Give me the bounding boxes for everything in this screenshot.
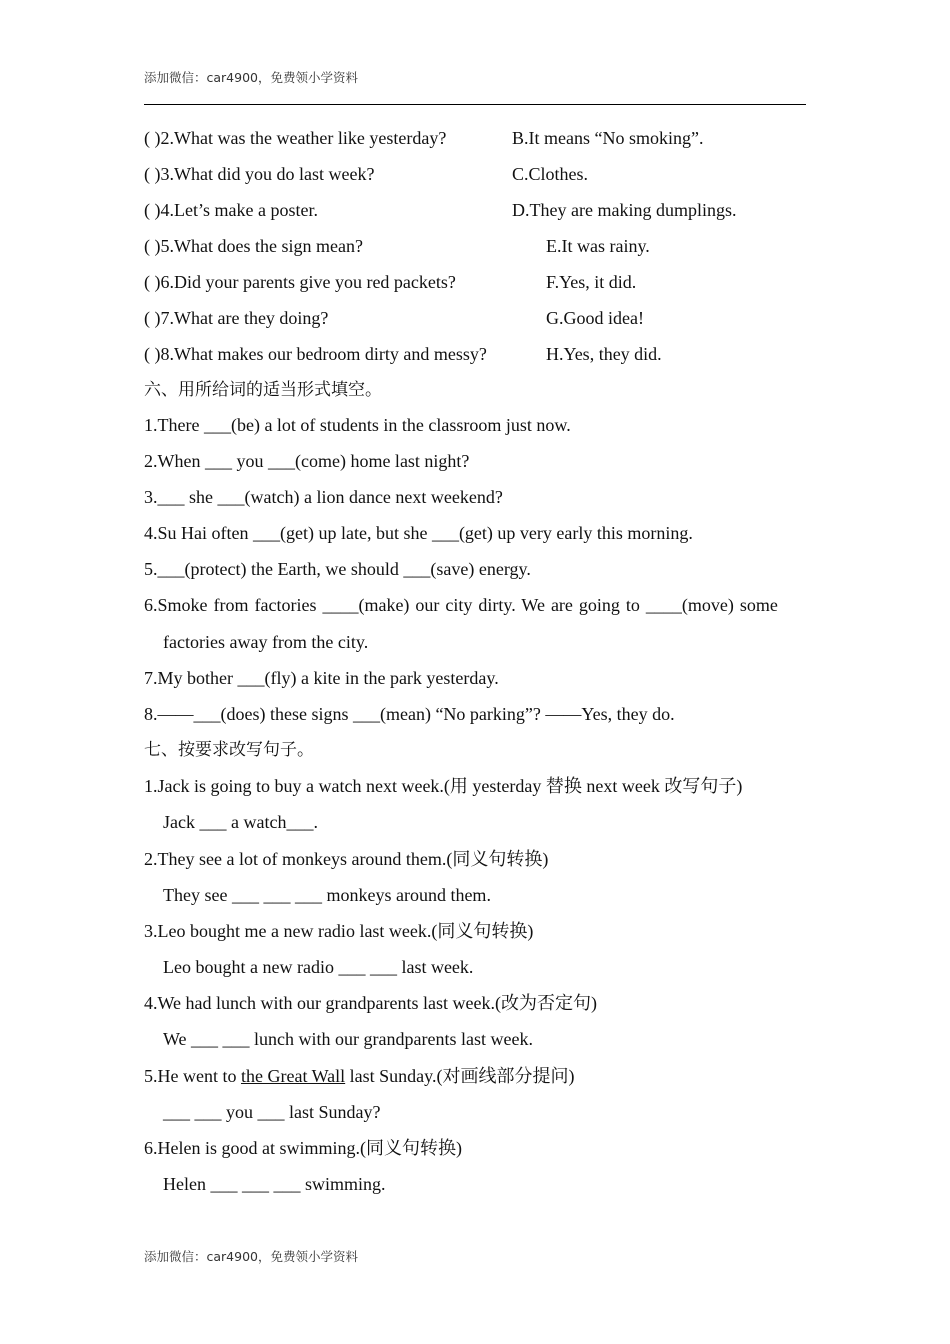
header-rule: [144, 104, 806, 105]
rewrite-answer-1: Jack ___ a watch___.: [163, 812, 318, 832]
match-answer-h: H.Yes, they did.: [546, 344, 662, 364]
match-question-3: ( )3.What did you do last week?: [144, 164, 375, 184]
rewrite-question-1: 1.Jack is going to buy a watch next week.(用 yesterday 替换 next week 改写句子): [144, 776, 743, 796]
match-answer-d: D.They are making dumplings.: [512, 200, 737, 220]
rewrite-question-5-pre: 5.He went to: [144, 1066, 241, 1086]
match-answer-g: G.Good idea!: [546, 308, 644, 328]
match-question-2: ( )2.What was the weather like yesterday?: [144, 128, 447, 148]
header-note: 添加微信：car4900，免费领小学资料: [144, 70, 358, 85]
match-question-5: ( )5.What does the sign mean?: [144, 236, 363, 256]
rewrite-question-2: 2.They see a lot of monkeys around them.(同义句转换): [144, 849, 549, 869]
match-question-6: ( )6.Did your parents give you red packets?: [144, 272, 456, 292]
section7-title: 七、按要求改写句子。: [144, 740, 314, 760]
rewrite-question-6: 6.Helen is good at swimming.(同义句转换): [144, 1138, 462, 1158]
underlined-phrase: the Great Wall: [240, 1066, 346, 1086]
match-answer-e: E.It was rainy.: [546, 236, 650, 256]
fill-item-7: 7.My bother ___(fly) a kite in the park yesterday.: [144, 668, 499, 688]
rewrite-answer-4: We ___ ___ lunch with our grandparents last week.: [163, 1029, 533, 1049]
fill-item-8: 8.——___(does) these signs ___(mean) “No parking”? ——Yes, they do.: [144, 704, 675, 724]
section6-title: 六、用所给词的适当形式填空。: [144, 380, 382, 400]
rewrite-answer-6: Helen ___ ___ ___ swimming.: [163, 1174, 386, 1194]
match-answer-c: C.Clothes.: [512, 164, 589, 184]
rewrite-question-5-post: last Sunday.(对画线部分提问): [345, 1066, 575, 1086]
fill-item-4: 4.Su Hai often ___(get) up late, but she ___(get) up very early this morning.: [144, 523, 693, 543]
match-question-4: ( )4.Let’s make a poster.: [144, 200, 318, 220]
match-answer-b: B.It means “No smoking”.: [512, 128, 704, 148]
rewrite-answer-5: ___ ___ you ___ last Sunday?: [163, 1102, 381, 1122]
rewrite-question-5: [144, 1065, 575, 1087]
match-question-8: ( )8.What makes our bedroom dirty and messy?: [144, 344, 487, 364]
rewrite-answer-3: Leo bought a new radio ___ ___ last week.: [163, 957, 474, 977]
footer-note: 添加微信：car4900，免费领小学资料: [144, 1249, 358, 1264]
fill-item-5: 5.___(protect) the Earth, we should ___(save) energy.: [144, 559, 531, 579]
fill-item-2: 2.When ___ you ___(come) home last night?: [144, 451, 470, 471]
rewrite-answer-2: They see ___ ___ ___ monkeys around them.: [163, 885, 491, 905]
rewrite-question-4: 4.We had lunch with our grandparents last week.(改为否定句): [144, 993, 597, 1013]
match-answer-f: F.Yes, it did.: [546, 272, 637, 292]
fill-item-6: 6.Smoke from factories ____(make) our city dirty. We are going to ____(move) some: [144, 595, 778, 615]
fill-item-3: 3.___ she ___(watch) a lion dance next weekend?: [144, 487, 503, 507]
rewrite-question-3: 3.Leo bought me a new radio last week.(同义句转换): [144, 921, 534, 941]
match-question-7: ( )7.What are they doing?: [144, 308, 329, 328]
fill-item-1: 1.There ___(be) a lot of students in the classroom just now.: [144, 415, 571, 435]
fill-item-6-cont: factories away from the city.: [163, 632, 369, 652]
